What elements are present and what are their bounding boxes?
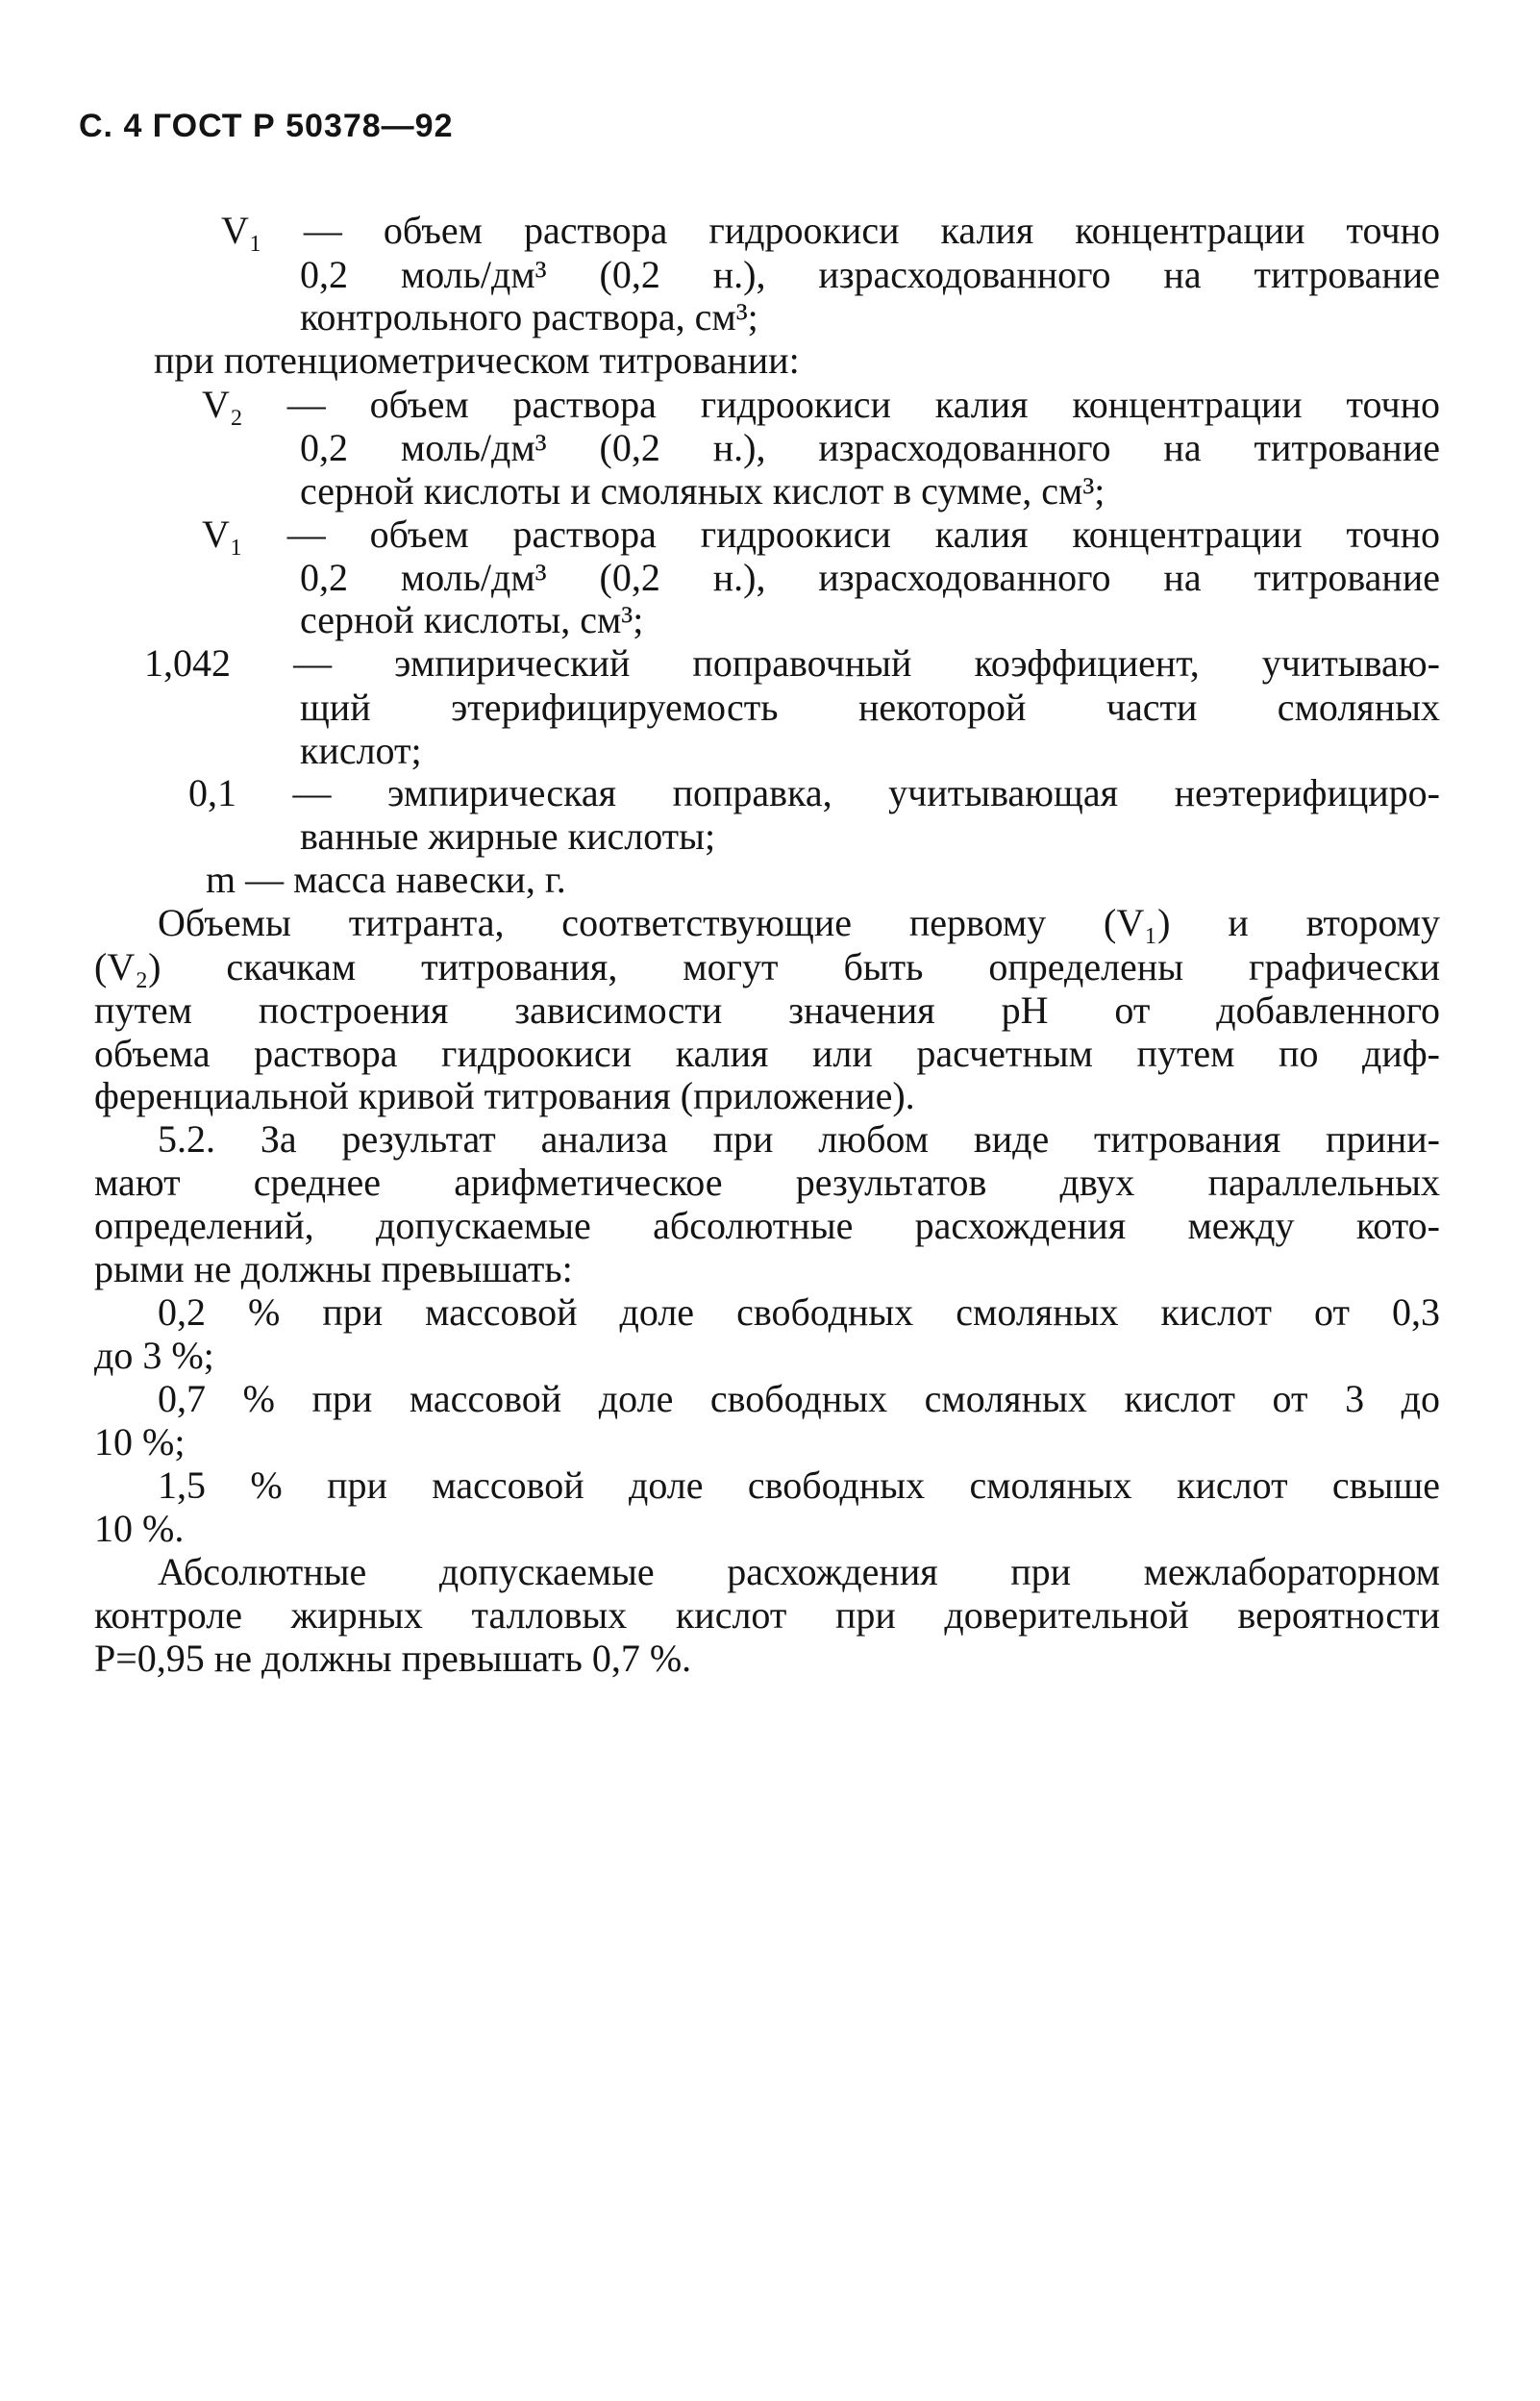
- text-line: мают среднее арифметическое результатов двух параллельных: [94, 1161, 1440, 1204]
- text-line: до 3 %;: [94, 1334, 214, 1377]
- text-line: 0,1 — эмпирическая поправка, учитывающая неэтерифициро-: [188, 771, 1440, 814]
- text-line: Объемы титранта, соответствующие первому (V₁) и второму: [158, 901, 1440, 944]
- text-line: 5.2. За результат анализа при любом виде титрования прини-: [158, 1117, 1440, 1161]
- text-line: кислот;: [300, 729, 422, 772]
- text-line: серной кислоты, см³;: [300, 598, 644, 641]
- text-line: 1,5 % при массовой доле свободных смоляных кислот свыше: [158, 1463, 1440, 1507]
- page-header: С. 4 ГОСТ Р 50378—92: [79, 108, 454, 144]
- text-line: 10 %;: [94, 1420, 186, 1463]
- text-line: V₁ — объем раствора гидроокиси калия концентрации точно: [221, 209, 1440, 252]
- text-line: 0,2 % при массовой доле свободных смоляных кислот от 0,3: [158, 1290, 1440, 1334]
- text-line: контроле жирных талловых кислот при доверительной вероятности: [94, 1593, 1440, 1637]
- text-line: m — масса навески, г.: [206, 858, 566, 901]
- text-line: ванные жирные кислоты;: [300, 814, 716, 858]
- text-line: Абсолютные допускаемые расхождения при межлабораторном: [158, 1550, 1440, 1593]
- text-line: ференциальной кривой титрования (приложение).: [94, 1074, 915, 1117]
- text-line: контрольного раствора, см³;: [300, 295, 758, 338]
- text-line: щий этерифицируемость некоторой части смоляных: [300, 686, 1440, 729]
- text-line: (V₂) скачкам титрования, могут быть определены графически: [94, 945, 1440, 988]
- text-line: 1,042 — эмпирический поправочный коэффициент, учитываю-: [144, 641, 1440, 685]
- text-line: объема раствора гидроокиси калия или расчетным путем по диф-: [94, 1032, 1440, 1075]
- text-line: 0,7 % при массовой доле свободных смоляных кислот от 3 до: [158, 1377, 1440, 1420]
- text-line: V₂ — объем раствора гидроокиси калия концентрации точно: [202, 383, 1440, 426]
- text-line: определений, допускаемые абсолютные расхождения между кото-: [94, 1204, 1440, 1247]
- text-line: V₁ — объем раствора гидроокиси калия концентрации точно: [202, 513, 1440, 556]
- text-line: 10 %.: [94, 1507, 185, 1550]
- text-line: P=0,95 не должны превышать 0,7 %.: [94, 1637, 692, 1680]
- text-line: 0,2 моль/дм³ (0,2 н.), израсходованного на титрование: [300, 556, 1440, 599]
- text-line: 0,2 моль/дм³ (0,2 н.), израсходованного на титрование: [300, 426, 1440, 469]
- text-line: 0,2 моль/дм³ (0,2 н.), израсходованного на титрование: [300, 253, 1440, 296]
- text-line: серной кислоты и смоляных кислот в сумме, см³;: [300, 469, 1105, 513]
- text-line: путем построения зависимости значения pH от добавленного: [94, 988, 1440, 1032]
- text-line: рыми не должны превышать:: [94, 1247, 573, 1290]
- text-line: при потенциометрическом титровании:: [154, 338, 800, 382]
